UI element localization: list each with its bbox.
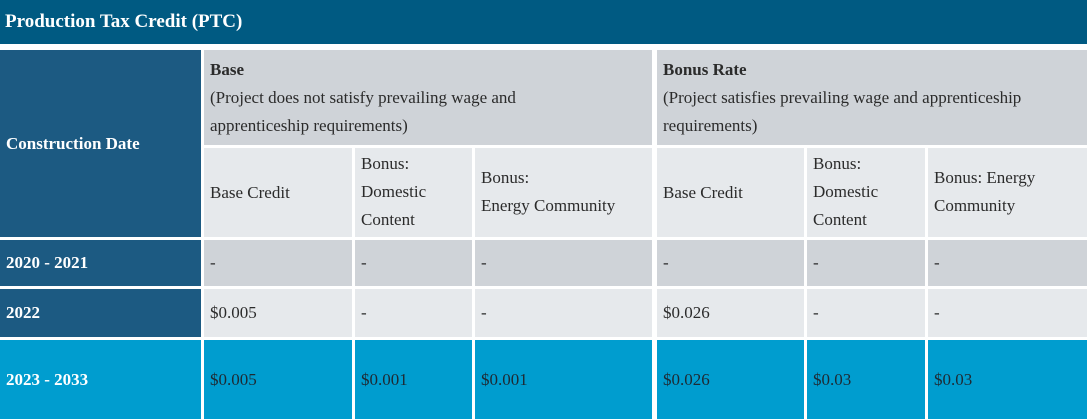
table-cell: $0.001 [475,340,652,419]
subheader-base-credit [204,148,352,237]
subheader-bonus-base-credit [657,148,804,237]
table-cell: - [928,240,1087,286]
construction-date-label: Construction Date [6,133,140,153]
base-group-desc-line2: apprenticeship requirements) [210,116,408,135]
table-cell: - [475,240,652,286]
row-date-2022: 2022 [0,289,201,337]
table-cell: $0.005 [204,289,352,337]
subheader-domestic-line1: Bonus: [361,154,410,173]
table-cell: $0.03 [807,340,925,419]
subheader-bonus-domestic-line1: Bonus: [813,154,862,173]
construction-date-header [0,50,201,237]
base-group-desc-line1: (Project does not satisfy prevailing wage and [210,88,516,107]
base-group-title: Base [210,60,244,79]
subheader-bonus-domestic-content [807,148,925,237]
subheader-bonus-energy-line1: Bonus: Energy [934,168,1036,187]
table-cell: - [657,240,804,286]
row-date-2020-2021: 2020 - 2021 [0,240,201,286]
table-cell: - [475,289,652,337]
table-cell: - [204,240,352,286]
bonus-group-header [657,50,1087,145]
bonus-group-desc-line2: requirements) [663,116,758,135]
table-cell: - [807,289,925,337]
table-cell: $0.005 [204,340,352,419]
table-cell: $0.001 [355,340,472,419]
subheader-domestic-content [355,148,472,237]
bonus-group-title: Bonus Rate [663,60,747,79]
table-cell: $0.026 [657,340,804,419]
subheader-bonus-energy-community [928,148,1087,237]
subheader-bonus-domestic-line2: Domestic [813,182,879,201]
subheader-bonus-energy-line2: Community [934,196,1016,215]
subheader-bonus-domestic-line3: Content [813,210,867,229]
subheader-energy-line1: Bonus: [481,168,530,187]
bonus-group-desc-line1: (Project satisfies prevailing wage and apprenticeship [663,88,1022,107]
table-title: Production Tax Credit (PTC) [0,0,1087,44]
subheader-base-credit-label: Base Credit [210,182,290,202]
subheader-bonus-base-credit-label: Base Credit [663,182,743,202]
subheader-energy-line2: Energy Community [481,196,616,215]
subheader-domestic-line3: Content [361,210,415,229]
row-date-2023-2033: 2023 - 2033 [0,340,201,419]
table-cell: - [928,289,1087,337]
table-cell: - [807,240,925,286]
base-group-header [204,50,652,145]
table-cell: - [355,240,472,286]
table-cell: - [355,289,472,337]
table-cell: $0.026 [657,289,804,337]
subheader-domestic-line2: Domestic [361,182,427,201]
subheader-energy-community [475,148,652,237]
table-cell: $0.03 [928,340,1087,419]
